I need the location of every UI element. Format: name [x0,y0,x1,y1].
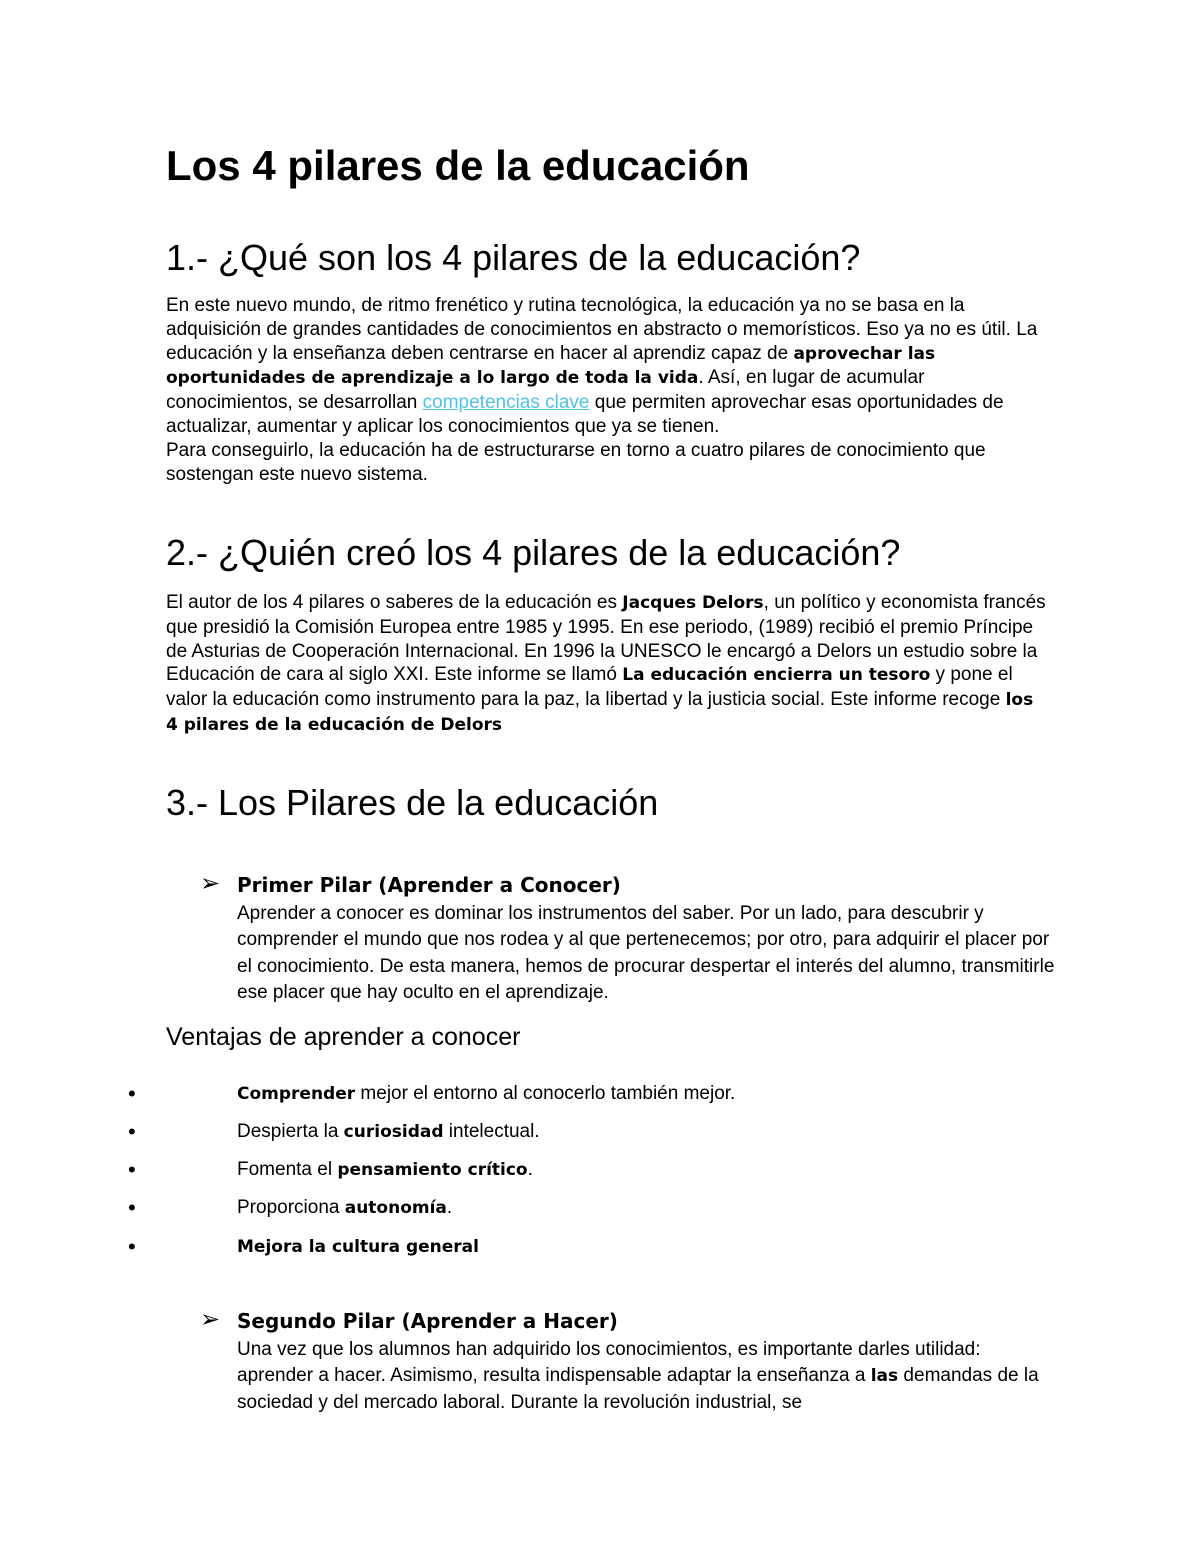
section-2-text-3: y pone el valor la educación como instrumento para la paz, la libertad y la justicia social. Este informe recoge [166,664,1013,711]
advantage-item [237,1195,452,1221]
bullet-icon: • [128,1081,136,1106]
arrow-bullet-icon: ➢ [200,870,221,897]
pillar-2-title: Segundo Pilar (Aprender a Hacer) [237,1309,618,1333]
section-2-text-2: , un político y economista francés que presidió la Comisión Europea entre 1985 y 1995. En ese periodo, (1989) recibió el premio Príncipe de Asturias de Cooperación Internacional. En 1996 la UNESCO le encargó a Delors un estudio sobre la Educación de cara al siglo XXI. Este informe se llamó [166,592,1046,686]
section-2-heading: 2.- ¿Quién creó los 4 pilares de la educación? [166,532,901,573]
bullet-icon: • [128,1119,136,1144]
bullet-icon: • [128,1195,136,1220]
section-1-text-a: En este nuevo mundo, de ritmo frenético y rutina tecnológica, la educación ya no se basa en la adquisición de grandes cantidades de conocimientos en abstracto o memorísticos. Eso ya no es útil. La educación y la enseñanza deben centrarse en hacer al aprendiz capaz de [166,295,1038,364]
advantage-item [237,1081,735,1107]
pillar-2-body [237,1337,1057,1416]
advantage-item-text: Fomenta el [237,1159,338,1180]
section-2-text-1: El autor de los 4 pilares o saberes de la educación es [166,592,623,613]
advantage-item-text: Proporciona [237,1197,345,1218]
section-2-bold-1: Jacques Delors [622,593,764,613]
advantage-item-text: intelectual. [443,1121,540,1142]
advantage-item-text: Despierta la [237,1121,344,1142]
advantage-item-bold: Comprender [237,1084,356,1104]
section-2-paragraph [166,591,1046,738]
advantage-item-text: . [527,1159,533,1180]
advantage-item-bold: pensamiento crítico [337,1160,528,1180]
section-1-paragraph [166,294,1046,486]
advantage-item [237,1234,479,1260]
pillar-2-bold: las [870,1366,899,1387]
pillar-1-title: Primer Pilar (Aprender a Conocer) [237,873,621,897]
advantage-item-bold: curiosidad [343,1122,444,1142]
bullet-icon: • [128,1157,136,1182]
advantage-item-bold: Mejora la cultura general [237,1237,479,1257]
section-2-bold-3: los 4 pilares de la educación de Delors [166,690,1034,735]
advantages-heading: Ventajas de aprender a conocer [166,1023,521,1051]
advantage-item [237,1157,533,1183]
arrow-bullet-icon: ➢ [200,1306,221,1333]
pillar-1-body: Aprender a conocer es dominar los instrumentos del saber. Por un lado, para descubrir y comprender el mundo que nos rodea y al que pertenecemos; por otro, para adquirir el placer por el conocimiento. De esta manera, hemos de procurar despertar el interés del alumno, transmitirle ese placer que hay oculto en el aprendizaje. [237,903,1055,1003]
advantage-item-bold: autonomía [344,1198,447,1218]
competencias-clave-link[interactable]: competencias clave [422,392,590,414]
section-1-text-p2: Para conseguirlo, la educación ha de estructurarse en torno a cuatro pilares de conocimiento que sostengan este nuevo sistema. [166,439,986,485]
advantage-item-text: mejor el entorno al conocerlo también mejor. [355,1083,736,1104]
section-2-bold-2: La educación encierra un tesoro [622,665,931,686]
advantage-item-text: . [446,1197,453,1218]
pillar-2-text-b: demandas de la sociedad y del mercado laboral. Durante la revolución industrial, se [237,1365,1039,1413]
section-1-text-b: . Así, en lugar de acumular conocimientos, se desarrollan [166,367,925,414]
section-1-text-c: que permiten aprovechar esas oportunidades de actualizar, aumentar y aplicar los conocimientos que ya se tienen. [166,392,1004,437]
pillar-2-text-a: Una vez que los alumnos han adquirido los conocimientos, es importante darles utilidad: aprender a hacer. Asimismo, resulta indispensable adaptar la enseñanza a [237,1339,981,1387]
section-3-heading: 3.- Los Pilares de la educación [166,782,659,823]
document-title: Los 4 pilares de la educación [166,142,750,189]
section-1-heading: 1.- ¿Qué son los 4 pilares de la educación? [166,237,861,278]
section-1-bold: aprovechar las oportunidades de aprendizaje a lo largo de toda la vida [166,343,936,389]
advantage-item [237,1119,540,1145]
bullet-icon: • [128,1234,136,1259]
